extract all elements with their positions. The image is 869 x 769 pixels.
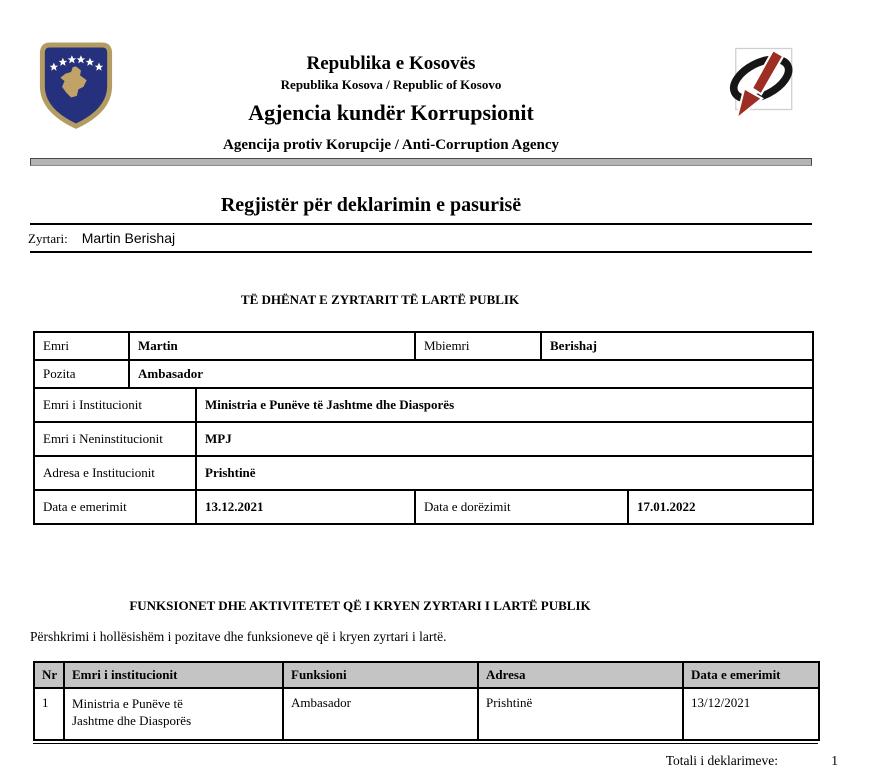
row-date: 13/12/2021: [683, 688, 819, 740]
agency-subtitle: Agencija protiv Korupcije / Anti-Corruption Agency: [223, 137, 559, 153]
functions-table-header-row: [34, 662, 819, 688]
republic-title: Republika e Kosovës: [306, 53, 476, 74]
col-header-institution: Emri i institucionit: [64, 662, 283, 688]
functions-table: [33, 661, 820, 741]
position-label: Pozita: [34, 360, 129, 388]
agency-title: Agjencia kundër Korrupsionit: [248, 100, 534, 125]
official-name: Martin Berishaj: [81, 230, 176, 246]
last-name-value: Berishaj: [541, 332, 813, 360]
col-header-date: Data e emerimit: [683, 662, 819, 688]
institution-address-value: Prishtinë: [196, 456, 813, 490]
col-header-nr: Nr: [34, 662, 64, 688]
header-divider-bar: [30, 158, 812, 166]
official-data-heading: TË DHËNAT E ZYRTARIT TË LARTË PUBLIK: [240, 292, 520, 307]
total-label: Totali i deklarimeve:: [665, 753, 778, 768]
document-header: [30, 40, 812, 158]
institution-label: Emri i Institucionit: [34, 388, 196, 422]
subinstitution-value: MPJ: [196, 422, 813, 456]
page-title: Regjistër për deklarimin e pasurisë: [220, 194, 522, 216]
institution-address-label: Adresa e Institucionit: [34, 456, 196, 490]
institution-value: Ministria e Punëve të Jashtme dhe Diasporës: [196, 388, 813, 422]
official-name-row: [30, 225, 812, 251]
submission-date-value: 17.01.2022: [628, 490, 813, 524]
row-function: Ambasador: [283, 688, 478, 740]
row-institution: Ministria e Punëve të Jashtme dhe Diasporës: [64, 688, 283, 740]
col-header-function: Funksioni: [283, 662, 478, 688]
functions-table-underline: [33, 743, 818, 744]
republic-subtitle: Republika Kosova / Republic of Kosovo: [280, 77, 502, 92]
anti-corruption-agency-logo-icon: [642, 40, 812, 134]
kosovo-coat-of-arms-icon: [30, 40, 140, 137]
table-row: [34, 688, 819, 740]
total-value: 1: [831, 753, 838, 768]
submission-date-label: Data e dorëzimit: [415, 490, 628, 524]
functions-heading: FUNKSIONET DHE AKTIVITETET QË I KRYEN ZYRTARI I LARTË PUBLIK: [129, 598, 591, 613]
appointment-date-label: Data e emerimit: [34, 490, 196, 524]
position-value: Ambasador: [129, 360, 813, 388]
official-data-table: [33, 331, 814, 525]
row-nr: 1: [34, 688, 64, 740]
col-header-address: Adresa: [478, 662, 683, 688]
last-name-label: Mbiemri: [415, 332, 541, 360]
first-name-value: Martin: [129, 332, 415, 360]
appointment-date-value: 13.12.2021: [196, 490, 415, 524]
official-label: Zyrtari:: [28, 231, 68, 246]
declarations-total-row: [30, 753, 838, 769]
header-title-block: [140, 40, 642, 154]
official-underline: [30, 251, 812, 253]
functions-description: Përshkrimi i hollësishëm i pozitave dhe funksioneve që i kryen zyrtari i lartë.: [30, 629, 447, 644]
first-name-label: Emri: [34, 332, 129, 360]
row-address: Prishtinë: [478, 688, 683, 740]
subinstitution-label: Emri i Neninstitucionit: [34, 422, 196, 456]
